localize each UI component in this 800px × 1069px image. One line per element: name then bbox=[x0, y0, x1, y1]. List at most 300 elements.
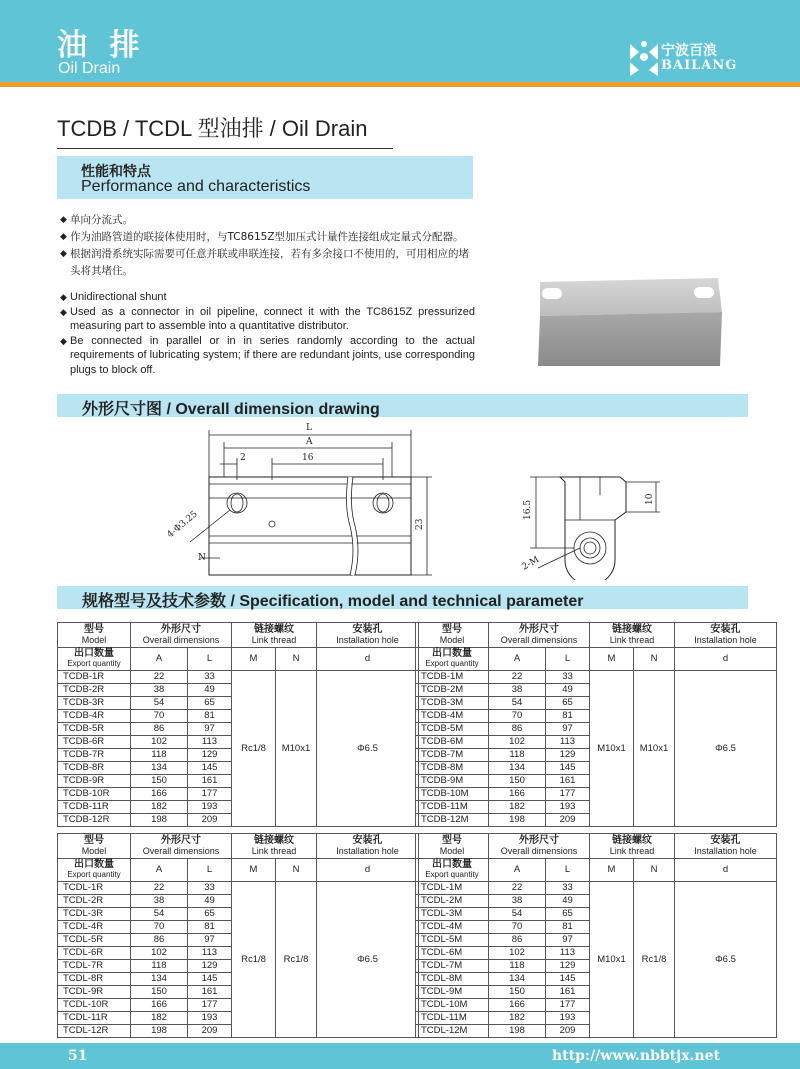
header-N: N bbox=[276, 648, 317, 671]
bullet-item bbox=[60, 290, 475, 305]
l-cell: 177 bbox=[188, 788, 232, 801]
model-cell: TCDB-1M bbox=[416, 671, 489, 684]
model-cell: TCDL-4M bbox=[416, 921, 489, 934]
model-cell: TCDB-8M bbox=[416, 762, 489, 775]
l-cell: 49 bbox=[188, 684, 232, 697]
diamond-icon: ◆ bbox=[60, 306, 67, 317]
header-text: 链接螺纹 bbox=[612, 624, 652, 635]
header-text: Installation hole bbox=[336, 846, 399, 856]
dim-label-23: 23 bbox=[415, 518, 425, 530]
l-cell: 193 bbox=[188, 1012, 232, 1025]
header-text: Model bbox=[439, 846, 465, 856]
a-cell: 166 bbox=[489, 788, 546, 801]
header-export bbox=[416, 859, 489, 882]
l-cell: 129 bbox=[546, 749, 590, 762]
header-d: d bbox=[675, 648, 777, 671]
header-text: 外形尺寸 bbox=[161, 624, 201, 635]
l-cell: 145 bbox=[188, 973, 232, 986]
a-cell: 38 bbox=[489, 895, 546, 908]
performance-heading-cn: 性能和特点 bbox=[81, 163, 151, 179]
dim-label-N: N bbox=[198, 553, 206, 563]
model-cell: TCDB-4M bbox=[416, 710, 489, 723]
a-cell: 38 bbox=[489, 684, 546, 697]
bullet-text: 根据润滑系统实际需要可任意并联或串联连接，若有多余接口不使用的，可用相应的堵头将其堵住。 bbox=[70, 248, 469, 277]
spec-table bbox=[57, 833, 419, 1038]
a-cell: 70 bbox=[131, 921, 188, 934]
bullets-cn bbox=[60, 212, 475, 280]
header-text: Installation hole bbox=[336, 635, 399, 645]
model-cell: TCDL-7M bbox=[416, 960, 489, 973]
footer-bar bbox=[0, 1043, 800, 1069]
bullet-item bbox=[60, 246, 475, 280]
model-cell: TCDB-6M bbox=[416, 736, 489, 749]
a-cell: 134 bbox=[131, 762, 188, 775]
bullet-item bbox=[60, 305, 475, 334]
l-cell: 161 bbox=[188, 986, 232, 999]
a-cell: 86 bbox=[131, 934, 188, 947]
l-cell: 97 bbox=[188, 934, 232, 947]
dim-label-16: 16 bbox=[302, 453, 314, 463]
l-cell: 129 bbox=[188, 749, 232, 762]
m-cell: Rc1/8 bbox=[232, 882, 276, 1038]
l-cell: 177 bbox=[546, 788, 590, 801]
model-cell: TCDL-7R bbox=[58, 960, 131, 973]
header-text: Export quantity bbox=[67, 659, 121, 668]
header-L: L bbox=[188, 648, 232, 671]
a-cell: 70 bbox=[489, 921, 546, 934]
header-A: A bbox=[131, 648, 188, 671]
a-cell: 166 bbox=[489, 999, 546, 1012]
a-cell: 166 bbox=[131, 999, 188, 1012]
a-cell: 54 bbox=[131, 697, 188, 710]
l-cell: 49 bbox=[188, 895, 232, 908]
l-cell: 209 bbox=[188, 1025, 232, 1038]
header-text: 安装孔 bbox=[352, 624, 383, 635]
header-text: 链接螺纹 bbox=[254, 835, 294, 846]
model-cell: TCDL-5R bbox=[58, 934, 131, 947]
d-cell: Φ6.5 bbox=[675, 882, 777, 1038]
l-cell: 97 bbox=[188, 723, 232, 736]
a-cell: 198 bbox=[489, 814, 546, 827]
model-cell: TCDB-7R bbox=[58, 749, 131, 762]
spec-table bbox=[415, 833, 777, 1038]
table-header-row bbox=[58, 623, 419, 648]
header-text: 型号 bbox=[84, 835, 104, 846]
performance-heading-en: Performance and characteristics bbox=[81, 178, 311, 195]
spec-table bbox=[57, 622, 419, 827]
dim-label-2: 2 bbox=[240, 453, 246, 463]
m-cell: M10x1 bbox=[590, 671, 634, 827]
header-hole bbox=[675, 623, 777, 648]
header-text: Export quantity bbox=[425, 659, 479, 668]
model-cell: TCDL-6R bbox=[58, 947, 131, 960]
model-cell: TCDL-9M bbox=[416, 986, 489, 999]
model-cell: TCDB-11R bbox=[58, 801, 131, 814]
header-L: L bbox=[546, 648, 590, 671]
header-thread bbox=[232, 834, 317, 859]
l-cell: 49 bbox=[546, 684, 590, 697]
a-cell: 182 bbox=[489, 801, 546, 814]
header-d: d bbox=[317, 859, 419, 882]
title-underline bbox=[57, 148, 393, 149]
model-cell: TCDB-9M bbox=[416, 775, 489, 788]
header-model bbox=[58, 834, 131, 859]
header-A: A bbox=[131, 859, 188, 882]
performance-heading bbox=[57, 156, 473, 199]
header-M: M bbox=[232, 859, 276, 882]
table-header-row bbox=[58, 859, 419, 882]
l-cell: 161 bbox=[546, 986, 590, 999]
header-text: 链接螺纹 bbox=[612, 835, 652, 846]
header-text: Link thread bbox=[251, 635, 297, 645]
diamond-icon: ◆ bbox=[60, 232, 67, 242]
l-cell: 49 bbox=[546, 895, 590, 908]
l-cell: 113 bbox=[546, 736, 590, 749]
a-cell: 102 bbox=[131, 736, 188, 749]
table-header-row bbox=[416, 648, 777, 671]
model-cell: TCDL-6M bbox=[416, 947, 489, 960]
model-cell: TCDB-6R bbox=[58, 736, 131, 749]
header-text: 安装孔 bbox=[352, 835, 383, 846]
header-hole bbox=[317, 834, 419, 859]
model-cell: TCDL-12R bbox=[58, 1025, 131, 1038]
model-cell: TCDB-3R bbox=[58, 697, 131, 710]
dimension-drawing bbox=[160, 420, 680, 580]
header-text: 外形尺寸 bbox=[161, 835, 201, 846]
header-hole bbox=[317, 623, 419, 648]
header-export bbox=[58, 648, 131, 671]
a-cell: 118 bbox=[489, 960, 546, 973]
header-text: 安装孔 bbox=[710, 835, 741, 846]
product-photo bbox=[538, 278, 722, 366]
model-cell: TCDL-5M bbox=[416, 934, 489, 947]
header-thread bbox=[232, 623, 317, 648]
dim-label-M: 2-M bbox=[520, 554, 542, 573]
l-cell: 113 bbox=[188, 736, 232, 749]
bullet-item bbox=[60, 334, 475, 378]
header-N: N bbox=[276, 859, 317, 882]
model-cell: TCDL-9R bbox=[58, 986, 131, 999]
l-cell: 33 bbox=[546, 671, 590, 684]
header-title-en: Oil Drain bbox=[58, 60, 121, 77]
header-bar bbox=[0, 0, 800, 82]
l-cell: 113 bbox=[188, 947, 232, 960]
table-header-row bbox=[58, 834, 419, 859]
model-cell: TCDL-3R bbox=[58, 908, 131, 921]
a-cell: 86 bbox=[131, 723, 188, 736]
l-cell: 81 bbox=[188, 710, 232, 723]
spec-table bbox=[415, 622, 777, 827]
model-cell: TCDB-10M bbox=[416, 788, 489, 801]
model-cell: TCDL-11M bbox=[416, 1012, 489, 1025]
l-cell: 113 bbox=[546, 947, 590, 960]
model-cell: TCDL-10M bbox=[416, 999, 489, 1012]
n-cell: Rc1/8 bbox=[634, 882, 675, 1038]
bullet-text: Be connected in parallel or in in series randomly according to the actual requirements of lubricating system; if there are redundant joints, use corresponding plugs to block off. bbox=[70, 334, 475, 376]
l-cell: 65 bbox=[546, 908, 590, 921]
a-cell: 118 bbox=[131, 749, 188, 762]
header-text: 链接螺纹 bbox=[254, 624, 294, 635]
header-dims bbox=[489, 834, 590, 859]
bullet-item bbox=[60, 212, 475, 229]
diamond-icon: ◆ bbox=[60, 215, 67, 225]
l-cell: 129 bbox=[546, 960, 590, 973]
header-L: L bbox=[188, 859, 232, 882]
bullet-text: Used as a connector in oil pipeline, connect it with the TC8615Z pressurized measuring part to assemble into a quantitative distributor. bbox=[70, 305, 475, 332]
model-cell: TCDL-10R bbox=[58, 999, 131, 1012]
header-text: Link thread bbox=[251, 846, 297, 856]
l-cell: 161 bbox=[188, 775, 232, 788]
header-text: 安装孔 bbox=[710, 624, 741, 635]
header-text: 出口数量 bbox=[432, 648, 472, 659]
header-model bbox=[58, 623, 131, 648]
header-export bbox=[416, 648, 489, 671]
l-cell: 193 bbox=[546, 801, 590, 814]
header-dims bbox=[131, 834, 232, 859]
table-header-row bbox=[416, 623, 777, 648]
header-text: Model bbox=[81, 635, 107, 645]
bullet-text: Unidirectional shunt bbox=[70, 291, 167, 303]
header-N: N bbox=[634, 648, 675, 671]
a-cell: 22 bbox=[131, 671, 188, 684]
model-cell: TCDL-12M bbox=[416, 1025, 489, 1038]
header-text: 型号 bbox=[442, 624, 462, 635]
m-cell: M10x1 bbox=[590, 882, 634, 1038]
l-cell: 193 bbox=[546, 1012, 590, 1025]
d-cell: Φ6.5 bbox=[317, 882, 419, 1038]
table-row bbox=[58, 671, 419, 684]
a-cell: 134 bbox=[489, 762, 546, 775]
model-cell: TCDB-3M bbox=[416, 697, 489, 710]
model-cell: TCDB-12M bbox=[416, 814, 489, 827]
l-cell: 193 bbox=[188, 801, 232, 814]
a-cell: 182 bbox=[131, 801, 188, 814]
a-cell: 198 bbox=[489, 1025, 546, 1038]
table-row bbox=[416, 882, 777, 895]
model-cell: TCDB-9R bbox=[58, 775, 131, 788]
header-A: A bbox=[489, 648, 546, 671]
footer-url: http://www.nbbtjx.net bbox=[552, 1048, 720, 1064]
model-cell: TCDB-11M bbox=[416, 801, 489, 814]
table-header-row bbox=[58, 648, 419, 671]
l-cell: 65 bbox=[546, 697, 590, 710]
bullets-en bbox=[60, 290, 475, 377]
header-hole bbox=[675, 834, 777, 859]
a-cell: 22 bbox=[489, 671, 546, 684]
n-cell: Rc1/8 bbox=[276, 882, 317, 1038]
l-cell: 209 bbox=[546, 1025, 590, 1038]
header-d: d bbox=[675, 859, 777, 882]
header-text: Overall dimensions bbox=[142, 846, 220, 856]
bullet-item bbox=[60, 229, 475, 246]
a-cell: 150 bbox=[489, 775, 546, 788]
a-cell: 150 bbox=[489, 986, 546, 999]
header-text: 外形尺寸 bbox=[519, 624, 559, 635]
header-text: Overall dimensions bbox=[500, 635, 578, 645]
a-cell: 22 bbox=[489, 882, 546, 895]
header-thread bbox=[590, 623, 675, 648]
l-cell: 145 bbox=[546, 762, 590, 775]
n-cell: M10x1 bbox=[276, 671, 317, 827]
model-cell: TCDL-2M bbox=[416, 895, 489, 908]
table-row bbox=[416, 671, 777, 684]
page-number: 51 bbox=[68, 1048, 88, 1064]
header-text: Model bbox=[81, 846, 107, 856]
header-stripe bbox=[0, 82, 800, 87]
a-cell: 166 bbox=[131, 788, 188, 801]
header-text: Model bbox=[439, 635, 465, 645]
header-dims bbox=[131, 623, 232, 648]
l-cell: 81 bbox=[188, 921, 232, 934]
header-text: 型号 bbox=[442, 835, 462, 846]
l-cell: 177 bbox=[546, 999, 590, 1012]
model-cell: TCDB-8R bbox=[58, 762, 131, 775]
model-cell: TCDB-7M bbox=[416, 749, 489, 762]
l-cell: 33 bbox=[188, 671, 232, 684]
header-L: L bbox=[546, 859, 590, 882]
model-cell: TCDL-8M bbox=[416, 973, 489, 986]
l-cell: 209 bbox=[546, 814, 590, 827]
l-cell: 97 bbox=[546, 723, 590, 736]
dimension-heading-text: 外形尺寸图 / Overall dimension drawing bbox=[82, 401, 380, 418]
a-cell: 54 bbox=[489, 697, 546, 710]
header-text: 外形尺寸 bbox=[519, 835, 559, 846]
model-cell: TCDB-12R bbox=[58, 814, 131, 827]
bullet-text: 作为油路管道的联接体使用时，与TC8615Z型加压式计量件连接组成定量式分配器。 bbox=[70, 231, 464, 243]
diamond-icon: ◆ bbox=[60, 292, 67, 302]
bullet-text: 单向分流式。 bbox=[70, 214, 133, 226]
l-cell: 33 bbox=[188, 882, 232, 895]
header-text: Installation hole bbox=[694, 846, 757, 856]
header-text: Overall dimensions bbox=[142, 635, 220, 645]
l-cell: 129 bbox=[188, 960, 232, 973]
a-cell: 182 bbox=[131, 1012, 188, 1025]
header-d: d bbox=[317, 648, 419, 671]
d-cell: Φ6.5 bbox=[675, 671, 777, 827]
dim-label-A: A bbox=[306, 437, 313, 447]
dim-label-10: 10 bbox=[645, 493, 655, 505]
l-cell: 81 bbox=[546, 710, 590, 723]
l-cell: 145 bbox=[546, 973, 590, 986]
header-text: Export quantity bbox=[67, 870, 121, 879]
header-A: A bbox=[489, 859, 546, 882]
header-text: 出口数量 bbox=[74, 648, 114, 659]
a-cell: 38 bbox=[131, 684, 188, 697]
n-cell: M10x1 bbox=[634, 671, 675, 827]
brand-name-cn: 宁波百浪 bbox=[661, 43, 717, 59]
diamond-icon: ◆ bbox=[60, 249, 67, 259]
brand-name-en: BAILANG bbox=[661, 58, 738, 73]
model-cell: TCDB-4R bbox=[58, 710, 131, 723]
a-cell: 38 bbox=[131, 895, 188, 908]
a-cell: 22 bbox=[131, 882, 188, 895]
model-cell: TCDB-2M bbox=[416, 684, 489, 697]
a-cell: 182 bbox=[489, 1012, 546, 1025]
header-text: Overall dimensions bbox=[500, 846, 578, 856]
l-cell: 65 bbox=[188, 697, 232, 710]
header-text: 出口数量 bbox=[432, 859, 472, 870]
a-cell: 102 bbox=[489, 947, 546, 960]
page-title: TCDB / TCDL 型油排 / Oil Drain bbox=[57, 116, 368, 141]
header-M: M bbox=[590, 859, 634, 882]
header-text: 型号 bbox=[84, 624, 104, 635]
header-text: Export quantity bbox=[425, 870, 479, 879]
header-N: N bbox=[634, 859, 675, 882]
header-dims bbox=[489, 623, 590, 648]
a-cell: 86 bbox=[489, 723, 546, 736]
l-cell: 161 bbox=[546, 775, 590, 788]
model-cell: TCDL-1M bbox=[416, 882, 489, 895]
a-cell: 198 bbox=[131, 1025, 188, 1038]
spec-heading-text: 规格型号及技术参数 / Specification, model and technical parameter bbox=[82, 593, 584, 610]
model-cell: TCDL-1R bbox=[58, 882, 131, 895]
header-M: M bbox=[590, 648, 634, 671]
a-cell: 118 bbox=[131, 960, 188, 973]
l-cell: 65 bbox=[188, 908, 232, 921]
model-cell: TCDB-5R bbox=[58, 723, 131, 736]
table-header-row bbox=[416, 859, 777, 882]
header-text: Installation hole bbox=[694, 635, 757, 645]
l-cell: 97 bbox=[546, 934, 590, 947]
header-title-cn: 油 排 bbox=[57, 28, 146, 63]
model-cell: TCDL-8R bbox=[58, 973, 131, 986]
header-model bbox=[416, 623, 489, 648]
a-cell: 198 bbox=[131, 814, 188, 827]
diamond-icon: ◆ bbox=[60, 335, 67, 346]
l-cell: 145 bbox=[188, 762, 232, 775]
header-text: Link thread bbox=[609, 846, 655, 856]
model-cell: TCDB-1R bbox=[58, 671, 131, 684]
header-M: M bbox=[232, 648, 276, 671]
dimension-heading bbox=[57, 394, 748, 417]
model-cell: TCDB-10R bbox=[58, 788, 131, 801]
model-cell: TCDB-5M bbox=[416, 723, 489, 736]
m-cell: Rc1/8 bbox=[232, 671, 276, 827]
a-cell: 118 bbox=[489, 749, 546, 762]
table-header-row bbox=[416, 834, 777, 859]
a-cell: 150 bbox=[131, 986, 188, 999]
a-cell: 134 bbox=[489, 973, 546, 986]
model-cell: TCDL-11R bbox=[58, 1012, 131, 1025]
a-cell: 102 bbox=[489, 736, 546, 749]
l-cell: 209 bbox=[188, 814, 232, 827]
l-cell: 33 bbox=[546, 882, 590, 895]
a-cell: 102 bbox=[131, 947, 188, 960]
a-cell: 134 bbox=[131, 973, 188, 986]
l-cell: 81 bbox=[546, 921, 590, 934]
dim-label-holes: 4-Φ3.25 bbox=[165, 509, 200, 541]
header-model bbox=[416, 834, 489, 859]
a-cell: 70 bbox=[131, 710, 188, 723]
table-row bbox=[58, 882, 419, 895]
model-cell: TCDL-2R bbox=[58, 895, 131, 908]
a-cell: 54 bbox=[131, 908, 188, 921]
header-text: Link thread bbox=[609, 635, 655, 645]
a-cell: 54 bbox=[489, 908, 546, 921]
header-thread bbox=[590, 834, 675, 859]
dim-label-L: L bbox=[306, 423, 312, 433]
a-cell: 86 bbox=[489, 934, 546, 947]
model-cell: TCDL-4R bbox=[58, 921, 131, 934]
a-cell: 70 bbox=[489, 710, 546, 723]
dim-label-16-5: 16.5 bbox=[523, 499, 533, 520]
l-cell: 177 bbox=[188, 999, 232, 1012]
header-text: 出口数量 bbox=[74, 859, 114, 870]
model-cell: TCDL-3M bbox=[416, 908, 489, 921]
a-cell: 150 bbox=[131, 775, 188, 788]
d-cell: Φ6.5 bbox=[317, 671, 419, 827]
spec-heading bbox=[57, 586, 748, 609]
